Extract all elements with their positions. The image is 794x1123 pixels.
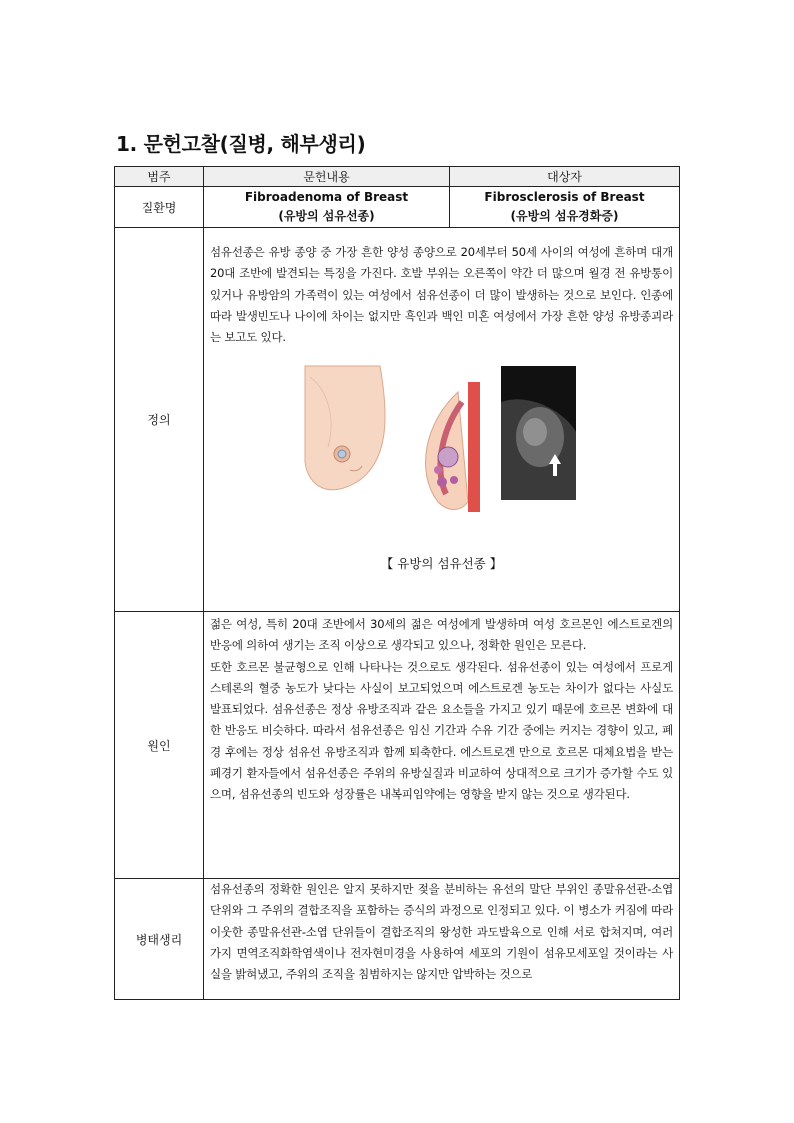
header-row xyxy=(115,167,680,187)
definition-label: 정의 xyxy=(115,228,204,612)
header-patient: 대상자 xyxy=(450,167,680,187)
patient-disease-ko: (유방의 섬유경화증) xyxy=(510,209,619,223)
pathophysiology-cell xyxy=(204,879,680,1000)
pathophysiology-text: 섬유선종의 정확한 원인은 알지 못하지만 젖을 분비하는 유선의 말단 부위인 종말유선관-소엽 단위와 그 주위의 결합조직을 포함하는 증식의 과정으로 인정되고 있다. 이 병소가 커짐에 따라 이웃한 종말유선관-소엽 단위들이 결합조직의 왕성한 과도발육으로 인해 서로 합쳐지며, 여러 가지 면역조직화학염색이나 전자현미경을 사용하여 세포의 기원이 섬유모세포일 것이라는 사실을 밝혀냈고, 주위의 조직을 침범하지는 않지만 압박하는 것으로 xyxy=(210,882,673,982)
definition-text: 섬유선종은 유방 종양 중 가장 흔한 양성 종양으로 20세부터 50세 사이의 여성에 흔하며 대개 20대 조반에 발견되는 특징을 가진다. 호발 부위는 오른쪽이 약간 더 많으며 월경 전 유방통이 있거나 유방암의 가족력이 있는 여성에서 섬유선종이 더 많이 발생하는 것으로 보인다. 인종에 따라 발생빈도나 나이에 차이는 없지만 흑인과 백인 미혼 여성에서 가장 흔한 양성 유방종괴라는 보고도 있다. xyxy=(210,245,673,345)
mammogram-image-icon xyxy=(501,366,576,500)
breast-cross-section-icon xyxy=(426,382,480,512)
disease-row xyxy=(115,187,680,228)
header-literature: 문헌내용 xyxy=(204,167,450,187)
literature-disease xyxy=(204,187,450,228)
pathophysiology-row xyxy=(115,879,680,1000)
breast-illustration xyxy=(210,362,763,540)
literature-disease-ko: (유방의 섬유선종) xyxy=(278,209,375,223)
page-title: 1. 문헌고찰(질병, 해부생리) xyxy=(116,132,366,156)
breast-front-view-icon xyxy=(305,366,385,490)
definition-row xyxy=(115,228,680,612)
disease-label: 질환명 xyxy=(115,187,204,228)
header-category: 범주 xyxy=(115,167,204,187)
figure-caption: 【 유방의 섬유선종 】 xyxy=(380,556,503,572)
cause-label: 원인 xyxy=(115,612,204,879)
pathophysiology-label: 병태생리 xyxy=(115,879,204,1000)
cause-text-2: 또한 호르몬 불균형으로 인해 나타나는 것으로도 생각된다. 섬유선종이 있는 여성에서 프로게스테론의 혈중 농도가 낮다는 사실이 보고되었으며 에스트로겐 농도는 차이가 없다는 사실도 발표되었다. 섬유선종은 정상 유방조직과 같은 요소들을 가지고 있기 때문에 호르몬 변화에 대한 반응도 비슷하다. 따라서 섬유선종은 임신 기간과 수유 기간 중에는 커지는 경향이 있고, 폐경 후에는 정상 섬유선 유방조직과 함께 퇴축한다. 에스트로겐 만으로 호르몬 대체요법을 받는 폐경기 환자들에서 섬유선종은 주위의 유방실질과 비교하여 상대적으로 크기가 증가할 수도 있으며, 섬유선종의 빈도와 성장률은 내복피임약에는 영향을 받지 않는 것으로 생각된다. xyxy=(210,659,673,802)
patient-disease-en: Fibrosclerosis of Breast xyxy=(484,190,645,204)
literature-review-table xyxy=(114,166,680,1000)
cause-row xyxy=(115,612,680,879)
patient-disease xyxy=(450,187,680,228)
fibroadenoma-figure xyxy=(210,362,673,540)
cause-text-1: 젊은 여성, 특히 20대 조반에서 30세의 젊은 여성에게 발생하며 여성 호르몬인 에스트로겐의 반응에 의하여 생기는 조직 이상으로 생각되고 있으나, 정확한 원인은 모른다. xyxy=(210,617,673,653)
literature-disease-en: Fibroadenoma of Breast xyxy=(244,190,409,204)
definition-cell xyxy=(204,228,680,612)
cause-cell xyxy=(204,612,680,879)
